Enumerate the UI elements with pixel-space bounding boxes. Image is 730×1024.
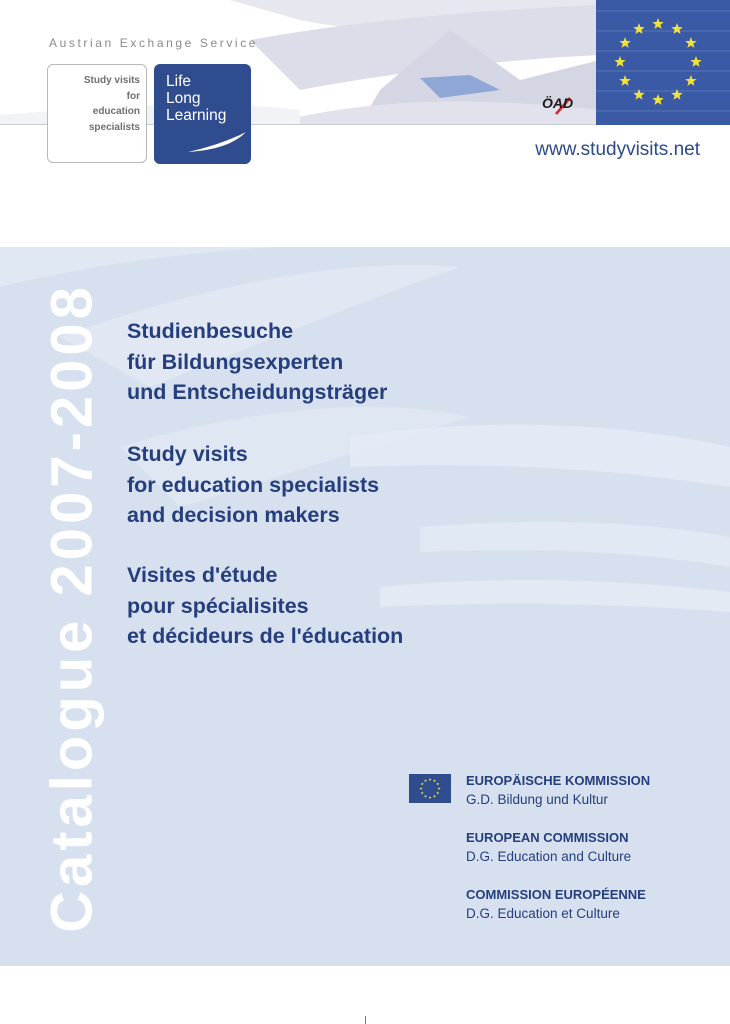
study-visits-line: for xyxy=(126,90,140,102)
title-line: für Bildungsexperten xyxy=(127,349,344,374)
title-line: and decision makers xyxy=(127,503,340,527)
lll-line: Learning xyxy=(166,107,227,124)
swoosh-icon xyxy=(186,130,248,154)
website-url[interactable]: www.studyvisits.net xyxy=(535,139,700,160)
study-visits-line: Study visits xyxy=(83,75,140,86)
title-line: for education specialists xyxy=(127,472,380,497)
eu-flag-icon xyxy=(596,0,730,125)
commission-name: EUROPÄISCHE KOMMISSION xyxy=(466,773,651,788)
commission-dg: D.G. Education et Culture xyxy=(466,906,620,921)
title-line: et décideurs de l'éducation xyxy=(127,624,404,648)
title-line: pour spécialisites xyxy=(127,593,309,618)
commission-name: EUROPEAN COMMISSION xyxy=(466,830,629,845)
study-visits-line: specialists xyxy=(88,121,140,133)
commission-english xyxy=(466,828,631,866)
catalogue-title: Catalogue 2007-2008 xyxy=(39,283,105,933)
study-visits-logo xyxy=(47,64,147,163)
commission-name: COMMISSION EUROPÉENNE xyxy=(466,887,646,902)
crop-mark xyxy=(365,1016,366,1024)
title-line: Visites d'étude xyxy=(127,563,278,587)
commission-dg: D.G. Education and Culture xyxy=(466,849,632,864)
oad-logo: ÖAD xyxy=(542,95,574,111)
lll-line: Long xyxy=(166,90,201,107)
commission-german xyxy=(466,771,650,809)
title-line: Study visits xyxy=(127,442,248,466)
agency-name: Austrian Exchange Service xyxy=(49,36,259,50)
eu-flag-small-icon xyxy=(409,774,451,803)
title-line: Studienbesuche xyxy=(127,319,294,343)
title-block-french xyxy=(127,560,403,652)
lifelong-learning-logo xyxy=(154,64,251,164)
title-block-english xyxy=(127,439,379,531)
lll-line: Life xyxy=(166,73,191,90)
title-block-german xyxy=(127,316,387,408)
study-visits-line: education xyxy=(92,106,140,117)
commission-dg: G.D. Bildung und Kultur xyxy=(466,792,608,807)
title-line: und Entscheidungsträger xyxy=(127,380,388,404)
commission-french xyxy=(466,885,646,923)
